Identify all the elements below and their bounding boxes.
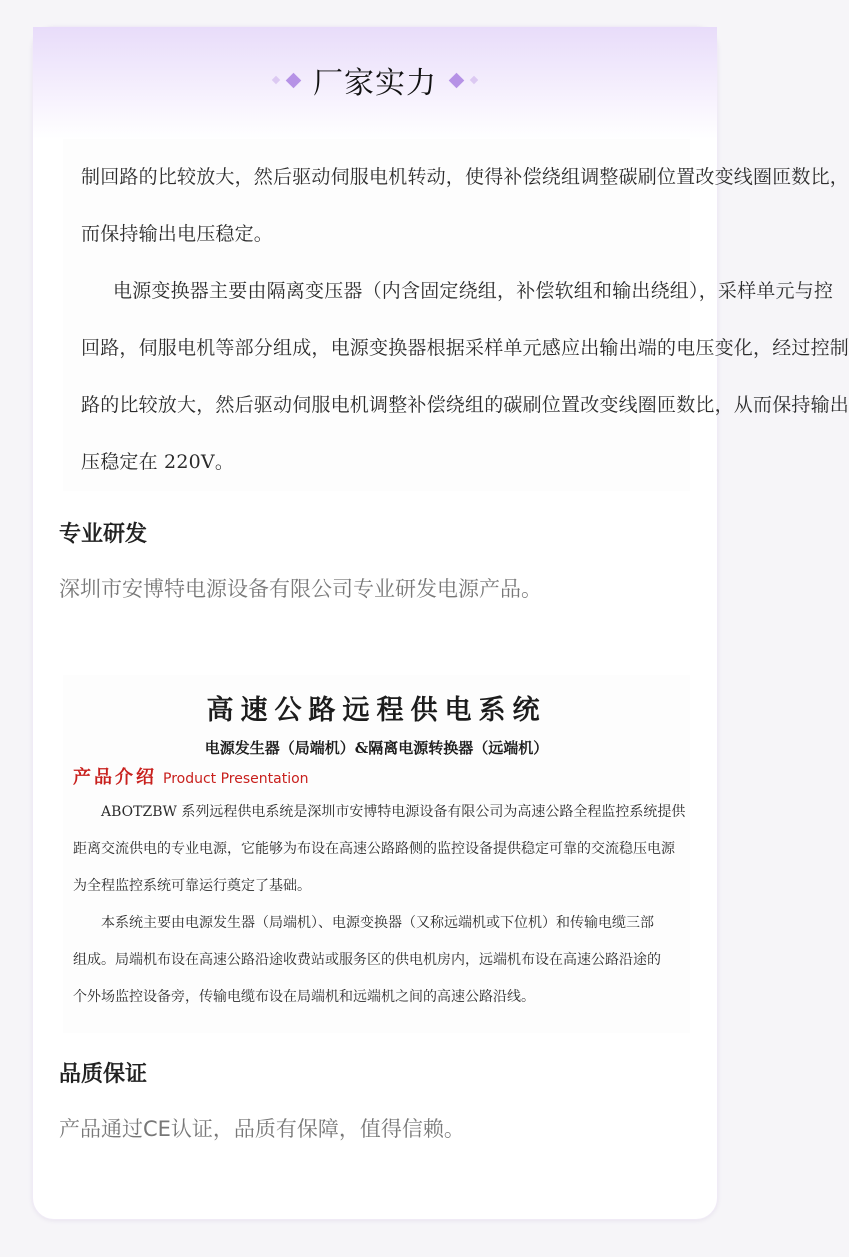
doc2-product-label-cn: 产品介绍 <box>73 767 157 788</box>
doc2-subtitle: 电源发生器（局端机）&隔离电源转换器（远端机） <box>204 739 549 757</box>
page-title: 厂家实力 <box>313 66 437 101</box>
diamond-decoration-right-icon <box>451 75 477 86</box>
section-title-quality: 品质保证 <box>59 1062 148 1087</box>
doc1-line: 制回路的比较放大，然后驱动伺服电机转动，使得补偿绕组调整碳刷位置改变线圈匝数比， <box>81 166 849 188</box>
doc1-line: 路的比较放大，然后驱动伺服电机调整补偿绕组的碳刷位置改变线圈匝数比，从而保持输出 <box>81 394 849 416</box>
company-strength-card <box>32 26 849 1220</box>
document-image-remote-power-system <box>63 675 690 1033</box>
doc1-line: 而保持输出电压稳定。 <box>81 223 274 245</box>
diamond-decoration-left-icon <box>273 75 299 86</box>
doc2-line: 为全程监控系统可靠运行奠定了基础。 <box>73 878 311 894</box>
doc1-line: 电源变换器主要由隔离变压器（内含固定绕组，补偿软组和输出绕组），采样单元与控 <box>113 280 834 302</box>
section-description-quality: 产品通过CE认证，品质有保障，值得信赖。 <box>59 1117 465 1141</box>
doc2-line: 个外场监控设备旁，传输电缆布设在局端机和远端机之间的高速公路沿线。 <box>73 989 535 1005</box>
document-image-voltage-regulator <box>63 139 849 491</box>
doc2-line: 组成。局端机布设在高速公路沿途收费站或服务区的供电机房内，远端机布设在高速公路沿途的 <box>73 952 661 968</box>
doc2-line: 本系统主要由电源发生器（局端机）、电源变换器（又称远端机或下位机）和传输电缆三部 <box>101 915 654 931</box>
doc2-line: 距离交流供电的专业电源，它能够为布设在高速公路路侧的监控设备提供稳定可靠的交流稳压电源 <box>73 841 675 857</box>
doc1-line: 回路，伺服电机等部分组成，电源变换器根据采样单元感应出输出端的电压变化，经过控制 <box>81 337 849 359</box>
section-title-rnd: 专业研发 <box>59 522 148 547</box>
doc2-line: ABOTZBW 系列远程供电系统是深圳市安博特电源设备有限公司为高速公路全程监控系统提供 <box>101 804 686 820</box>
section-description-rnd: 深圳市安博特电源设备有限公司专业研发电源产品。 <box>59 577 542 601</box>
doc2-title: 高速公路远程供电系统 <box>206 695 547 726</box>
doc1-line: 压稳定在 220V。 <box>81 451 235 473</box>
card-header <box>33 27 717 139</box>
doc2-product-label-en: Product Presentation <box>163 771 309 787</box>
doc2-product-label <box>63 763 690 794</box>
